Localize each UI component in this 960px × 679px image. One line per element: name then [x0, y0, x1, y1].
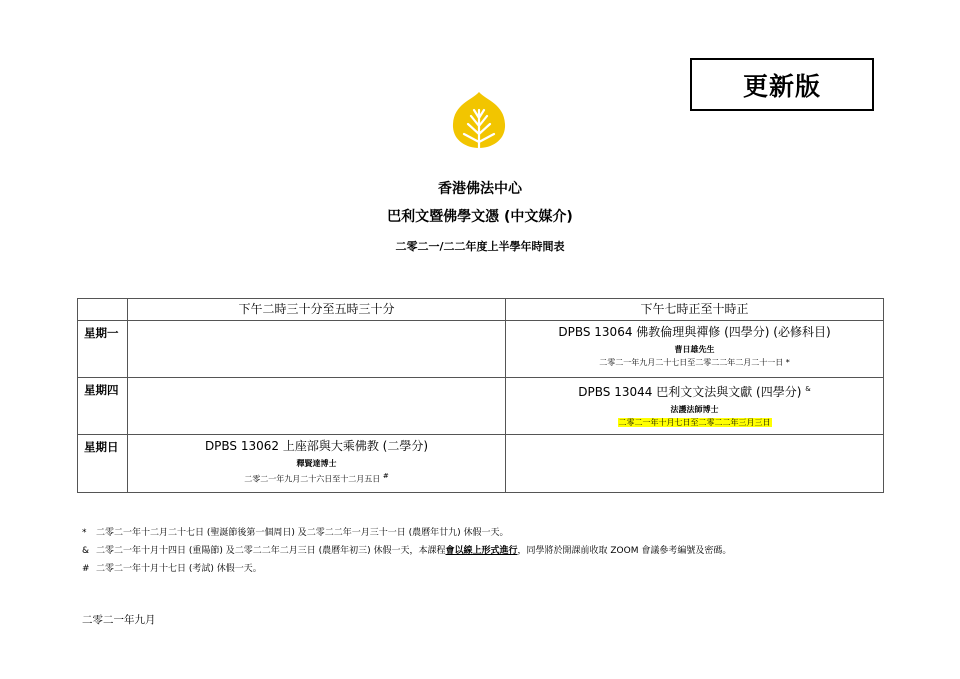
bodhi-leaf-logo-icon	[450, 90, 508, 156]
day-label: 星期一	[78, 321, 128, 378]
updated-version-badge: 更新版	[690, 58, 874, 111]
footnote-item	[82, 542, 731, 560]
course-cell	[506, 378, 884, 435]
term-timetable-title: 二零二一/二二年度上半學年時間表	[395, 240, 565, 253]
course-name: DPBS 13064 佛教倫理與禪修 (四學分) (必修科目)	[558, 325, 831, 339]
table-row	[78, 435, 884, 493]
footnotes	[82, 524, 731, 578]
highlighted-course-dates: 二零二一年十月七日至二零二二年三月三日	[618, 418, 771, 427]
lecturer-name: 法護法師博士	[670, 405, 719, 414]
footnote-mark: &	[82, 546, 90, 556]
programme-title: 巴利文暨佛學文憑 (中文媒介)	[387, 209, 573, 225]
lecturer-name: 釋賢達博士	[296, 459, 337, 468]
empty-cell	[506, 435, 884, 493]
course-dates	[506, 356, 883, 369]
footnote-item	[82, 524, 731, 542]
empty-cell	[128, 321, 506, 378]
footnote-mark: #	[82, 564, 90, 574]
course-date-range: 二零二一年九月二十七日至二零二二年二月二十一日	[599, 358, 784, 367]
course-name: DPBS 13044 巴利文文法與文獻 (四學分)	[578, 385, 802, 399]
lecturer-name: 曹日雄先生	[674, 345, 715, 354]
footnote-text: 二零二一年十月十七日 (考試) 休假一天。	[96, 564, 262, 574]
footnote-text: 二零二一年十月十四日 (重陽節) 及二零二二年二月三日 (農曆年初三) 休假一天，本課程	[96, 546, 446, 556]
day-label: 星期日	[78, 435, 128, 493]
evening-session-header: 下午七時正至十時正	[506, 299, 884, 321]
afternoon-session-header: 下午二時三十分至五時三十分	[128, 299, 506, 321]
issue-date: 二零二一年九月	[82, 614, 156, 626]
timetable-header-row	[78, 299, 884, 321]
timetable	[77, 298, 884, 493]
footnote-item	[82, 560, 731, 578]
table-row	[78, 321, 884, 378]
day-label: 星期四	[78, 378, 128, 435]
table-row	[78, 378, 884, 435]
course-cell	[128, 435, 506, 493]
course-name: DPBS 13062 上座部與大乘佛教 (二學分)	[204, 439, 429, 453]
organization-name: 香港佛法中心	[438, 181, 522, 197]
course-footnote-mark: &	[805, 385, 811, 393]
footnote-text: 二零二一年十二月二十七日 (聖誕節後第一個周日) 及二零二二年一月三十一日 (農曆年廿九) 休假一天。	[96, 528, 509, 538]
course-cell	[506, 321, 884, 378]
date-footnote-mark: #	[382, 472, 389, 480]
date-footnote-mark: *	[785, 358, 790, 367]
empty-cell	[128, 378, 506, 435]
course-date-range: 二零二一年九月二十六日至十二月五日	[244, 474, 381, 484]
footnote-text-tail: ，同學將於開課前收取 ZOOM 會議參考編號及密碼。	[517, 546, 732, 556]
online-mode-emphasis: 會以線上形式進行	[445, 546, 518, 556]
footnote-mark: *	[82, 528, 87, 538]
corner-header	[78, 299, 128, 321]
